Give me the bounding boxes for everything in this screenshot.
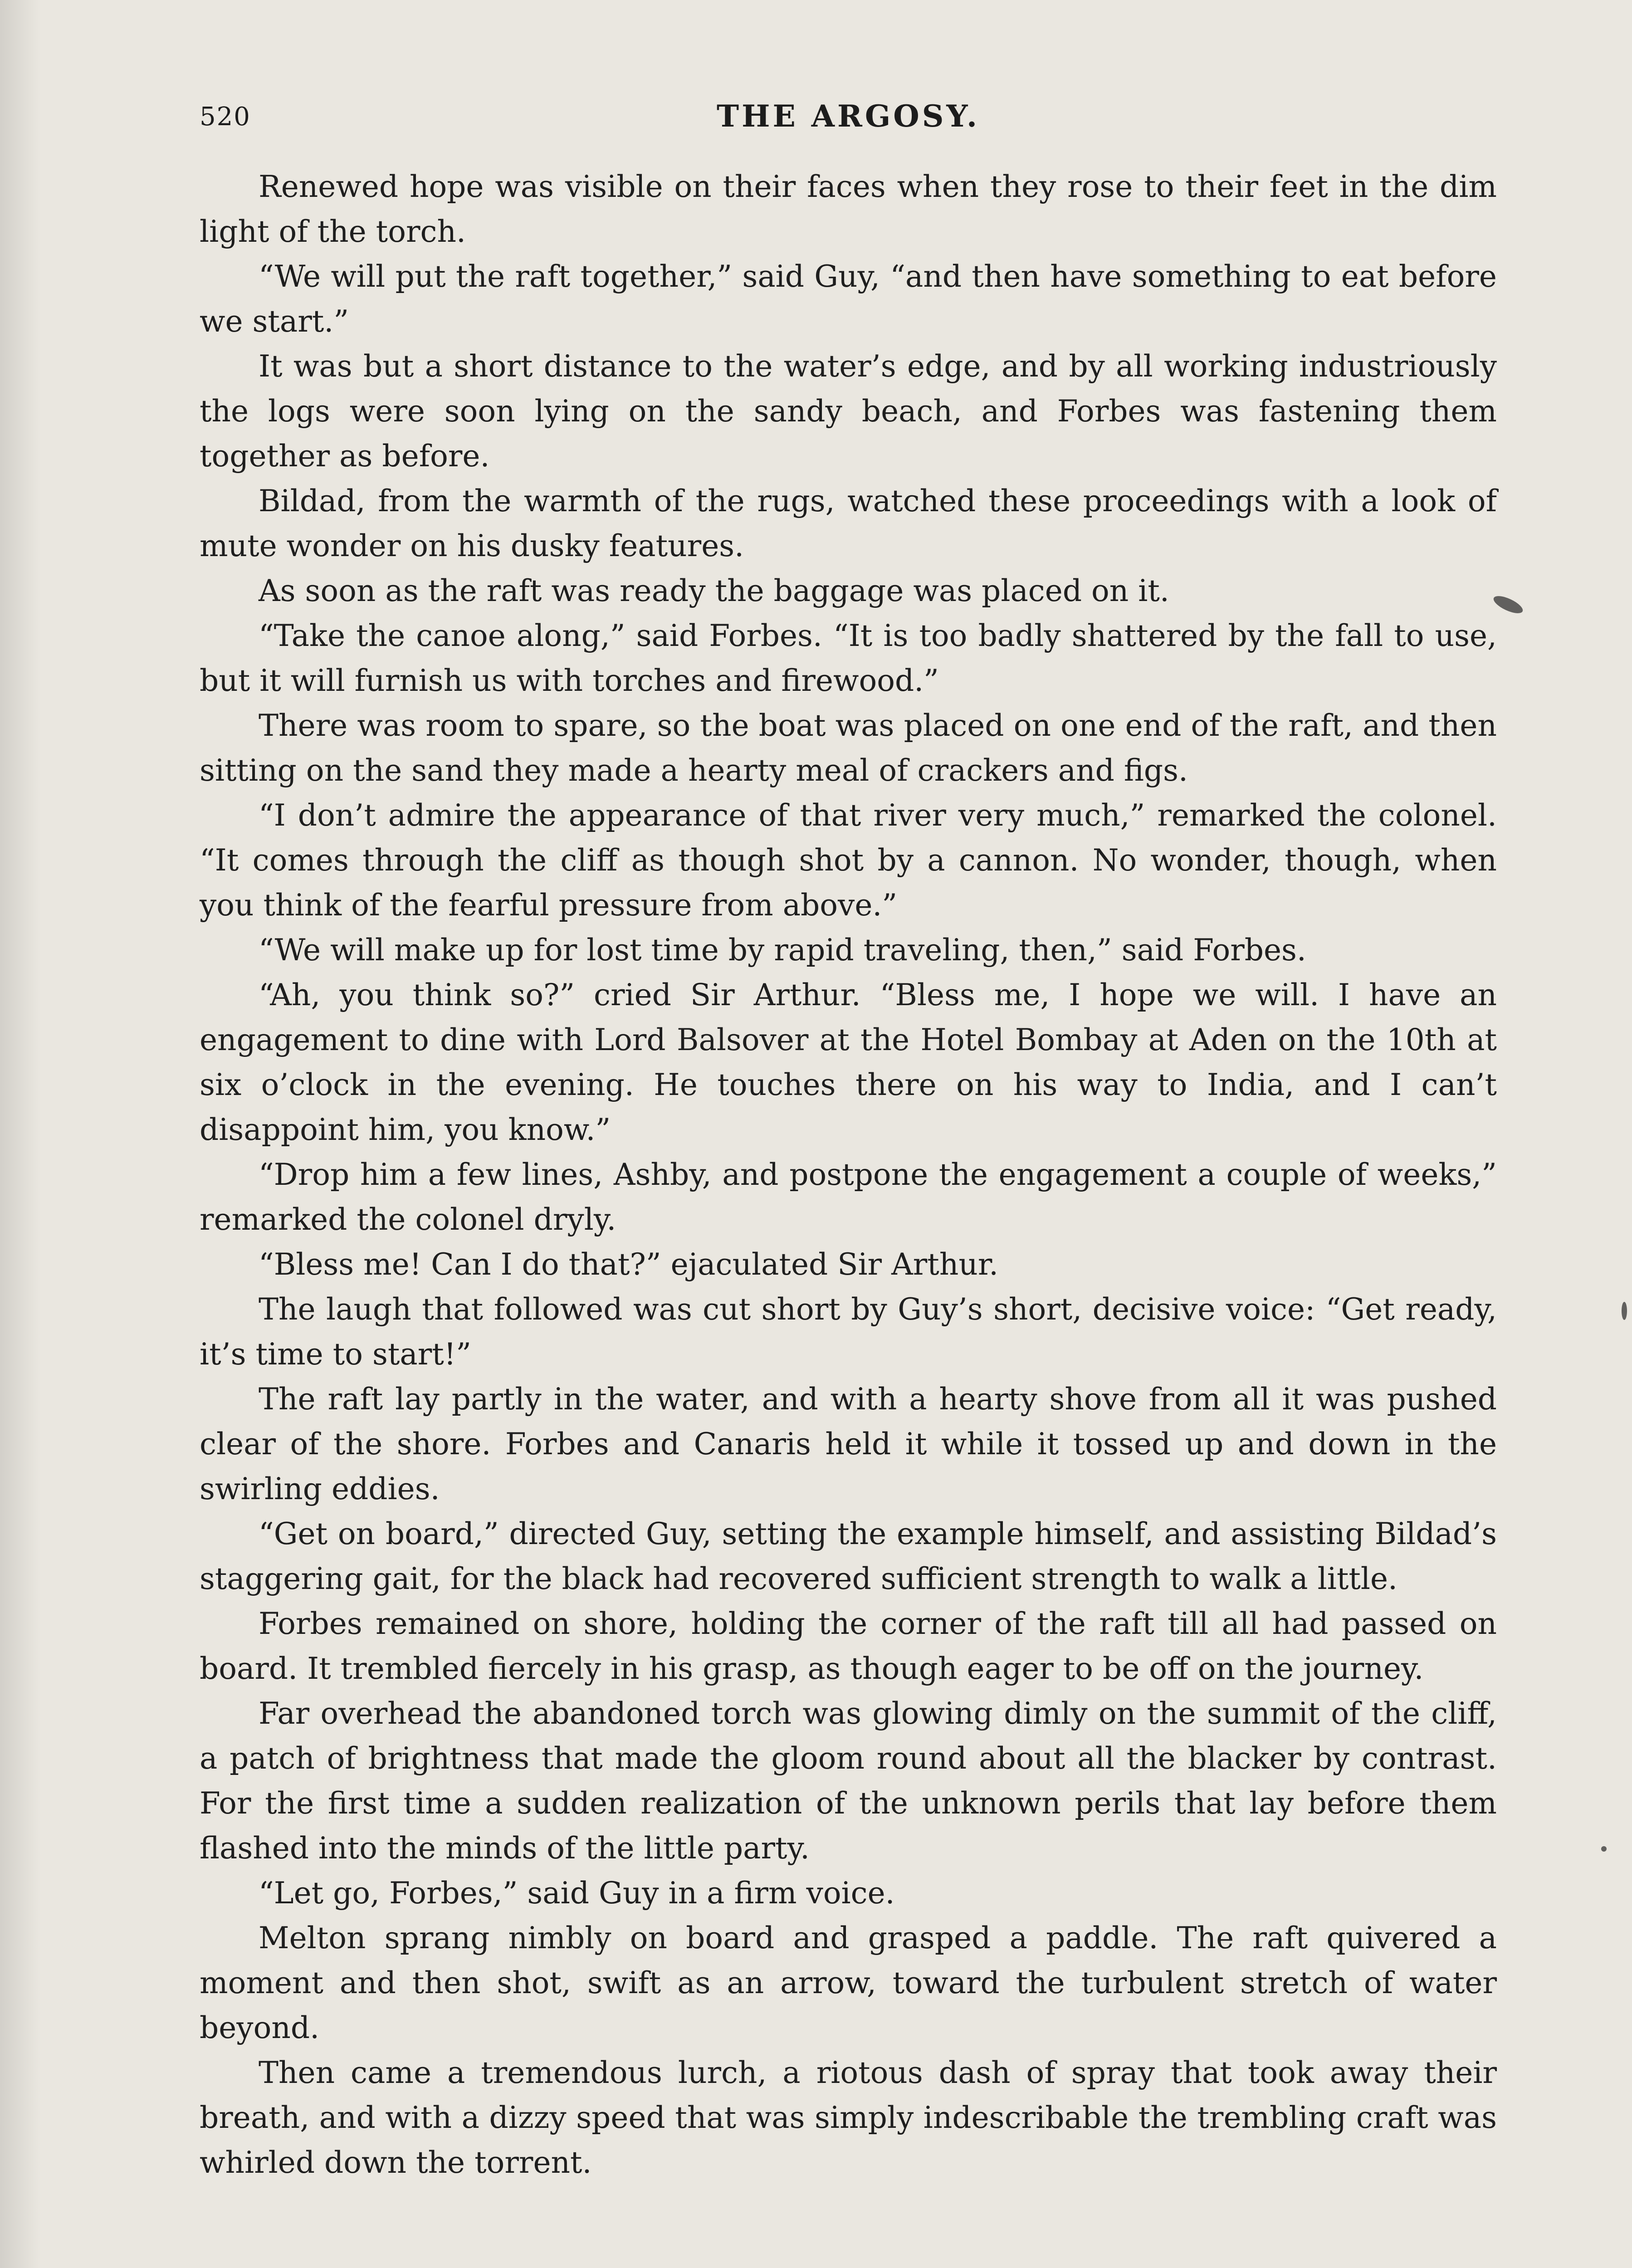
paragraph: The laugh that followed was cut short by Guy’s short, decisive voice: “Get ready, it’s time to start!” [200, 1292, 1497, 1372]
paragraph: “Let go, Forbes,” said Guy in a firm voice. [259, 1876, 895, 1911]
paragraph: “Drop him a few lines, Ashby, and postpone the engagement a couple of weeks,” remarked the colonel dryly. [200, 1157, 1497, 1237]
spine-shadow [0, 0, 41, 2268]
article-body [200, 164, 1497, 2185]
page-header [200, 93, 1497, 147]
paragraph: “We will put the raft together,” said Guy, “and then have something to eat before we start.” [200, 259, 1497, 339]
paragraph: “Bless me! Can I do that?” ejaculated Sir Arthur. [259, 1247, 999, 1282]
page-number: 520 [200, 102, 251, 132]
paragraph: As soon as the raft was ready the baggage was placed on it. [259, 573, 1169, 608]
paragraph: Forbes remained on shore, holding the corner of the raft till all had passed on board. It trembled fiercely in his grasp, as though eager to be off on the journey. [200, 1606, 1497, 1686]
paragraph: “Get on board,” directed Guy, setting the example himself, and assisting Bildad’s staggering gait, for the black had recovered sufficient strength to walk a little. [200, 1516, 1497, 1596]
paragraph: Bildad, from the warmth of the rugs, watched these proceedings with a look of mute wonder on his dusky features. [200, 484, 1497, 563]
ink-speck [1601, 1846, 1607, 1852]
running-title: THE ARGOSY. [717, 98, 980, 134]
paragraph: Then came a tremendous lurch, a riotous dash of spray that took away their breath, and with a dizzy speed that was simply indescribable the trembling craft was whirled down the torrent. [200, 2055, 1497, 2180]
paragraph: Renewed hope was visible on their faces when they rose to their feet in the dim light of the torch. [200, 169, 1497, 249]
paragraph: It was but a short distance to the water’s edge, and by all working industriously the logs were soon lying on the sandy beach, and Forbes was fastening them together as before. [200, 349, 1497, 474]
ink-speck [1622, 1302, 1627, 1320]
paragraph: Far overhead the abandoned torch was glowing dimly on the summit of the cliff, a patch of brightness that made the gloom round about all the blacker by contrast. For the first time a sudden realization of the unknown perils that lay before them flashed into the minds of the little party. [200, 1696, 1497, 1866]
paragraph: “I don’t admire the appearance of that river very much,” remarked the colonel. “It comes through the cliff as though shot by a cannon. No wonder, though, when you think of the fearful pressure from above.” [200, 798, 1497, 923]
paragraph: Melton sprang nimbly on board and grasped a paddle. The raft quivered a moment and then shot, swift as an arrow, toward the turbulent stretch of water beyond. [200, 1921, 1497, 2045]
paragraph: “We will make up for lost time by rapid traveling, then,” said Forbes. [259, 933, 1306, 968]
paragraph: There was room to spare, so the boat was placed on one end of the raft, and then sitting on the sand they made a hearty meal of crackers and figs. [200, 708, 1497, 788]
paragraph: The raft lay partly in the water, and with a hearty shove from all it was pushed clear of the shore. Forbes and Canaris held it while it tossed up and down in the swirling eddies. [200, 1382, 1497, 1506]
paragraph: “Ah, you think so?” cried Sir Arthur. “Bless me, I hope we will. I have an engagement to dine with Lord Balsover at the Hotel Bombay at Aden on the 10th at six o’clock in the evening. He touches there on his way to India, and I can’t disappoint him, you know.” [200, 978, 1497, 1147]
paragraph: “Take the canoe along,” said Forbes. “It is too badly shattered by the fall to use, but it will furnish us with torches and firewood.” [200, 618, 1497, 698]
